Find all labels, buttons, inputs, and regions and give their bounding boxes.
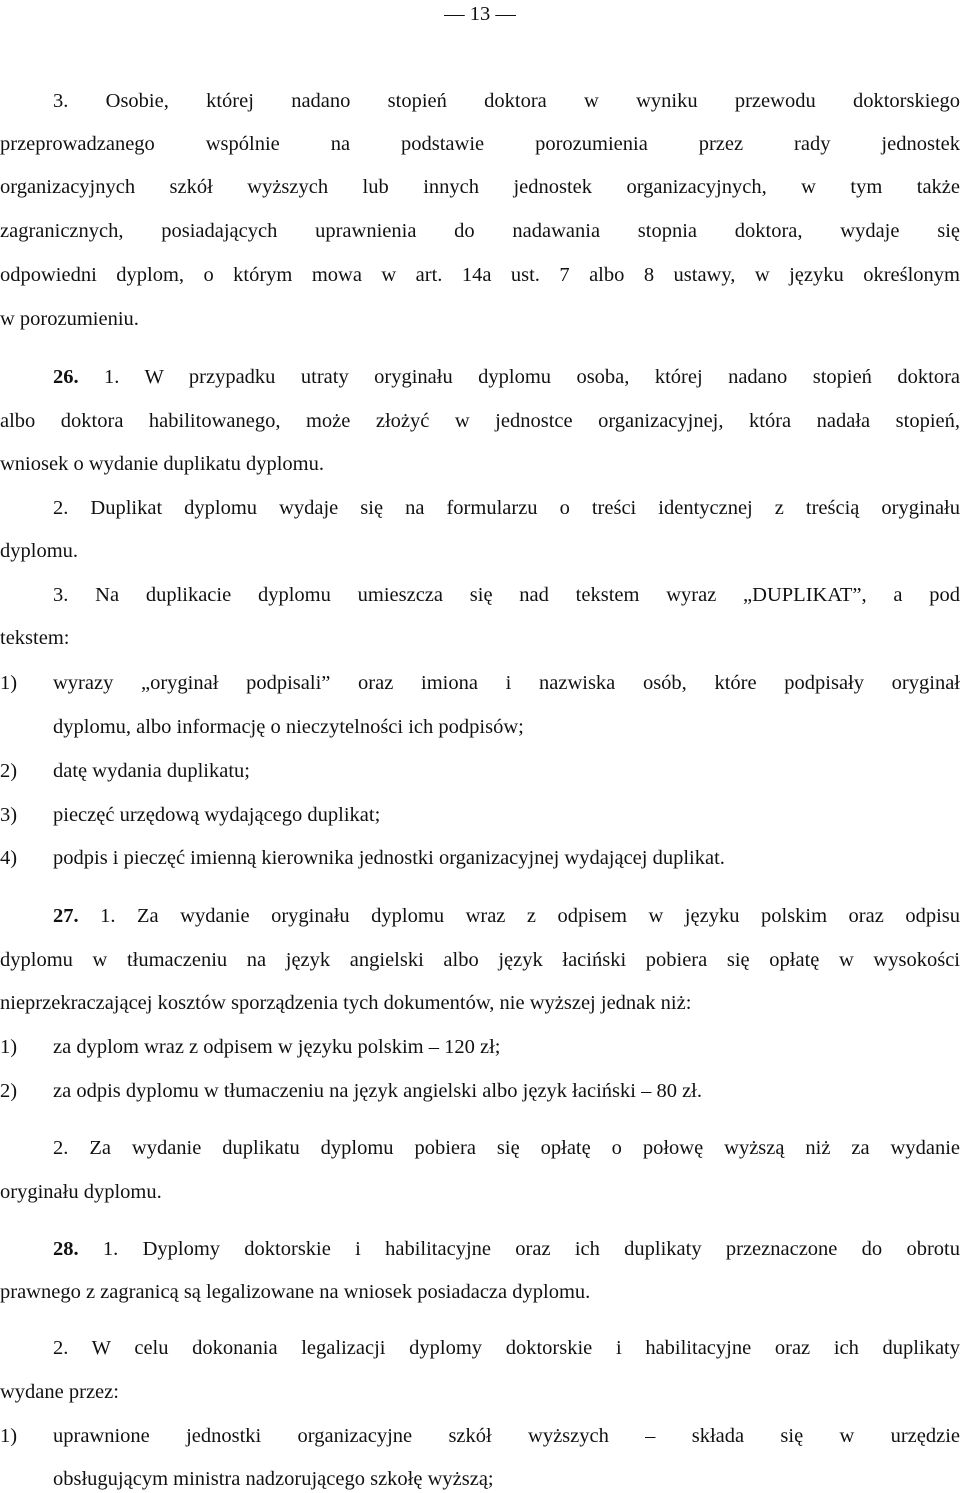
list-item-line: podpis i pieczęć imienną kierownika jednostki organizacyjnej wydającej duplikat. <box>53 847 725 869</box>
page-number: — 13 — <box>444 3 516 25</box>
list-item-line: dyplomu, albo informację o nieczytelności ich podpisów; <box>53 716 524 738</box>
list-number: 4) <box>0 847 18 869</box>
list-item-line: obsługującym ministra nadzorującego szkołę wyższą; <box>53 1468 494 1490</box>
list-item-line: wyrazy „oryginał podpisali” oraz imiona i nazwiska osób, które podpisały oryginał <box>53 672 960 694</box>
list-number: 1) <box>0 1036 18 1058</box>
paragraph-line: zagranicznych, posiadających uprawnienia do nadawania stopnia doktora, wydaje się <box>0 220 960 242</box>
paragraph-line: w porozumieniu. <box>0 308 139 330</box>
paragraph-line: odpowiedni dyplom, o którym mowa w art. 14a ust. 7 albo 8 ustawy, w języku określonym <box>0 264 960 286</box>
paragraph-line: 3. Na duplikacie dyplomu umieszcza się nad tekstem wyraz „DUPLIKAT”, a pod <box>53 584 960 606</box>
section-27-line-1 <box>53 903 960 929</box>
paragraph-line: nieprzekraczającej kosztów sporządzenia tych dokumentów, nie wyższej jednak niż: <box>0 992 692 1014</box>
paragraph-line: 2. W celu dokonania legalizacji dyplomy doktorskie i habilitacyjne oraz ich duplikaty <box>53 1337 960 1359</box>
list-number: 1) <box>0 672 18 694</box>
paragraph-line: wniosek o wydanie duplikatu dyplomu. <box>0 453 324 475</box>
section-number: 27. <box>53 905 79 927</box>
list-item-line: za dyplom wraz z odpisem w języku polskim – 120 zł; <box>53 1036 501 1058</box>
section-text: 1. Za wydanie oryginału dyplomu wraz z odpisem w języku polskim oraz odpisu <box>78 905 960 927</box>
section-text: 1. Dyplomy doktorskie i habilitacyjne oraz ich duplikaty przeznaczone do obrotu <box>78 1238 960 1260</box>
paragraph-line: albo doktora habilitowanego, może złożyć w jednostce organizacyjnej, która nadała stopień, <box>0 410 960 432</box>
paragraph-line: 2. Za wydanie duplikatu dyplomu pobiera się opłatę o połowę wyższą niż za wydanie <box>53 1137 960 1159</box>
paragraph-line: 2. Duplikat dyplomu wydaje się na formularzu o treści identycznej z treścią oryginału <box>53 497 960 519</box>
list-number: 3) <box>0 804 18 826</box>
list-item-line: za odpis dyplomu w tłumaczeniu na język angielski albo język łaciński – 80 zł. <box>53 1080 702 1102</box>
section-number: 26. <box>53 366 79 388</box>
list-item-line: pieczęć urzędową wydającego duplikat; <box>53 804 381 826</box>
paragraph-line: 3. Osobie, której nadano stopień doktora w wyniku przewodu doktorskiego <box>53 90 960 112</box>
paragraph-line: wydane przez: <box>0 1381 119 1403</box>
paragraph-line: prawnego z zagranicą są legalizowane na wniosek posiadacza dyplomu. <box>0 1281 591 1303</box>
section-26-line-1 <box>53 364 960 390</box>
list-number: 2) <box>0 1080 18 1102</box>
section-number: 28. <box>53 1238 79 1260</box>
paragraph-line: przeprowadzanego wspólnie na podstawie porozumienia przez rady jednostek <box>0 133 960 155</box>
paragraph-line: dyplomu w tłumaczeniu na język angielski albo język łaciński pobiera się opłatę w wysokości <box>0 949 960 971</box>
list-number: 1) <box>0 1425 18 1447</box>
paragraph-line: tekstem: <box>0 627 70 649</box>
list-item-line: uprawnione jednostki organizacyjne szkół wyższych – składa się w urzędzie <box>53 1425 960 1447</box>
section-28-line-1 <box>53 1236 960 1262</box>
section-text: 1. W przypadku utraty oryginału dyplomu osoba, której nadano stopień doktora <box>78 366 960 388</box>
list-item-line: datę wydania duplikatu; <box>53 760 250 782</box>
paragraph-line: organizacyjnych szkół wyższych lub innych jednostek organizacyjnych, w tym także <box>0 176 960 198</box>
paragraph-line: oryginału dyplomu. <box>0 1181 162 1203</box>
list-number: 2) <box>0 760 18 782</box>
paragraph-line: dyplomu. <box>0 540 79 562</box>
